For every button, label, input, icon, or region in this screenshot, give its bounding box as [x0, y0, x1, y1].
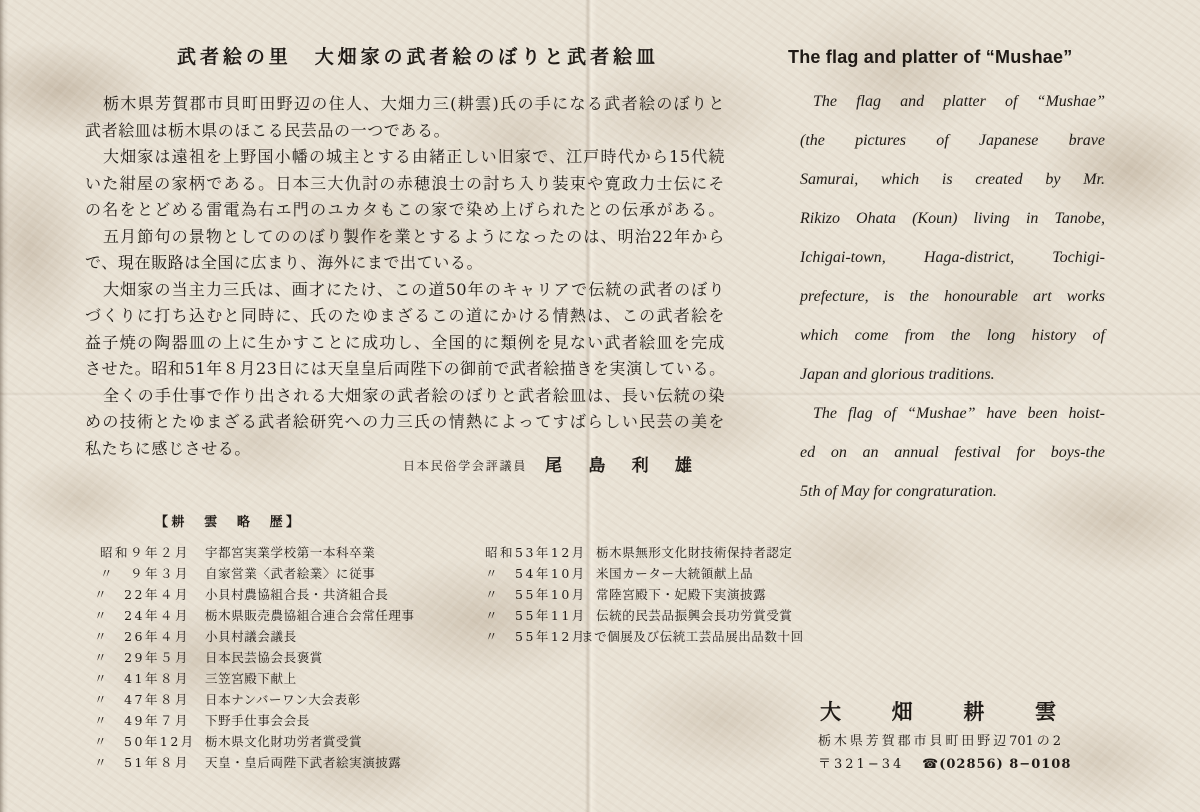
- text-line: めの技術とたゆまざる武者絵研究への力三氏の情熱によってすばらしい民芸の美を: [85, 412, 725, 431]
- japanese-paragraph: [85, 383, 725, 463]
- signature-name: 尾 島 利 雄: [545, 456, 692, 476]
- text-line: The flag and platter of “Mushae”: [813, 93, 1105, 110]
- career-row: [94, 584, 415, 605]
- career-event: 栃木県無形文化財技術保持者認定: [596, 545, 793, 560]
- contact-phone: [922, 756, 1071, 774]
- career-date: 〃 47年８月: [94, 692, 190, 707]
- career-date: 〃 22年４月: [94, 587, 190, 602]
- japanese-paragraph: [85, 91, 725, 144]
- career-row: [94, 731, 415, 752]
- career-date: 〃 55年11月: [485, 608, 587, 623]
- text-line: させた。昭和51年８月23日には天皇皇后両陛下の御前で武者絵描きを実演している。: [85, 359, 726, 378]
- japanese-paragraph: [85, 144, 725, 224]
- career-date: 〃 24年４月: [94, 608, 190, 623]
- career-event: 小貝村農協組合長・共済組合長: [205, 587, 389, 602]
- phone-icon: ☎: [922, 757, 940, 772]
- japanese-paragraph: [85, 277, 725, 383]
- text-line: の名をとどめる雷電為右エ門のユカタもこの家で染め上げられたとの伝承がある。: [85, 200, 725, 219]
- career-date: 〃 41年８月: [94, 671, 190, 686]
- career-event: 栃木県販売農協組合連合会常任理事: [205, 608, 415, 623]
- career-row: [94, 668, 415, 689]
- career-date: 〃 29年５月: [94, 650, 190, 665]
- career-event: 伝統的民芸品振興会長功労賞受賞: [596, 608, 793, 623]
- career-date: 〃 55年12月: [485, 629, 587, 644]
- text-line: 大畑家は遠祖を上野国小幡の城主とする由緒正しい旧家で、江戸時代から15代続: [103, 147, 725, 166]
- career-event: まで個展及び伝統工芸品展出品数十回: [581, 629, 804, 644]
- career-list-right: [485, 542, 804, 647]
- career-row: [94, 626, 415, 647]
- career-date: 〃 50年12月: [94, 734, 196, 749]
- career-heading: 【耕 雲 略 歴】: [155, 515, 299, 530]
- career-event: 栃木県文化財功労者賞受賞: [205, 734, 363, 749]
- english-body: [800, 82, 1105, 511]
- career-date: 〃 51年８月: [94, 755, 190, 770]
- text-line: いた紺屋の家柄である。日本三大仇討の赤穂浪士の討ち入り装束や寛政力士伝にそ: [85, 173, 725, 193]
- career-list-left: [94, 542, 415, 773]
- career-event: 下野手仕事会会長: [205, 713, 310, 728]
- english-paragraph: [800, 82, 1105, 394]
- career-row: [485, 563, 804, 584]
- career-row: [94, 752, 415, 773]
- text-line: 武者絵皿は栃木県のほこる民芸品の一つである。: [85, 120, 451, 140]
- text-line: Rikizo Ohata (Koun) living in Tanobe,: [800, 210, 1105, 227]
- text-line: 全くの手仕事で作り出される大畑家の武者絵のぼりと武者絵皿は、長い伝統の染: [103, 385, 725, 405]
- career-event: 小貝村議会議長: [205, 629, 297, 644]
- japanese-body: [85, 91, 725, 462]
- career-date: 昭和９年２月: [99, 545, 190, 560]
- text-line: 私たちに感じさせる。: [85, 438, 252, 458]
- text-line: づくりに打ち込むと同時に、氏のたゆまざるこの道にかける情熱は、この武者絵を: [85, 306, 725, 325]
- text-line: で、現在販路は全国に広まり、海外にまで出ている。: [85, 253, 484, 272]
- career-row: [94, 689, 415, 710]
- career-date: 〃 54年10月: [485, 566, 587, 581]
- text-line: (the pictures of Japanese brave: [800, 132, 1105, 149]
- signature-role: 日本民俗学会評議員: [403, 459, 528, 473]
- career-row: [94, 605, 415, 626]
- text-line: Ichigai-town, Haga-district, Tochigi-: [800, 249, 1105, 266]
- career-date: 〃 ９年３月: [99, 566, 190, 581]
- career-event: 日本民芸協会長褒賞: [205, 650, 323, 665]
- japanese-title: 武者絵の里 大畑家の武者絵のぼりと武者絵皿: [177, 46, 655, 68]
- career-date: 昭和53年12月: [485, 545, 587, 560]
- career-row: [94, 647, 415, 668]
- career-row: [485, 584, 804, 605]
- career-event: 日本ナンバーワン大会表彰: [205, 692, 361, 707]
- text-line: 栃木県芳賀郡市貝町田野辺の住人、大畑力三(耕雲)氏の手になる武者絵のぼりと: [103, 94, 725, 113]
- career-event: 宇都宮実業学校第一本科卒業: [205, 545, 376, 560]
- text-line: 5th of May for congraturation.: [800, 483, 997, 500]
- career-row: [485, 626, 804, 647]
- text-line: Japan and glorious traditions.: [800, 366, 995, 383]
- career-row: [485, 605, 804, 626]
- english-title: The flag and platter of “Mushae”: [788, 47, 1073, 67]
- career-event: 米国カーター大統領献上品: [596, 566, 754, 581]
- career-event: 自家営業〈武者絵業〉に従事: [205, 566, 376, 581]
- text-line: 五月節句の景物としてののぼり製作を業とするようになったのは、明治22年から: [103, 226, 725, 246]
- text-line: prefecture, is the honourable art works: [800, 288, 1105, 305]
- career-row: [94, 542, 415, 563]
- text-line: which come from the long history of: [800, 327, 1105, 344]
- contact-name: 大 畑 耕 雲: [820, 699, 1056, 724]
- career-event: 常陸宮殿下・妃殿下実演披露: [596, 587, 767, 602]
- english-paragraph: [800, 394, 1105, 511]
- text-line: 大畑家の当主力三氏は、画才にたけ、この道50年のキャリアで伝統の武者のぼり: [103, 279, 725, 299]
- text-line: The flag of “Mushae” have been hoist-: [813, 405, 1105, 422]
- text-line: 益子焼の陶器皿の上に生かすことに成功し、全国的に類例を見ない武者絵皿を完成: [85, 332, 725, 352]
- career-date: 〃 49年７月: [94, 713, 190, 728]
- contact-address: 栃木県芳賀郡市貝町田野辺701の2: [818, 734, 1061, 749]
- career-date: 〃 55年10月: [485, 587, 587, 602]
- career-event: 天皇・皇后両陛下武者絵実演披露: [205, 755, 402, 770]
- phone-number: (02856) 8−0108: [939, 757, 1072, 772]
- text-line: ed on an annual festival for boys-the: [800, 444, 1105, 461]
- japanese-paragraph: [85, 224, 725, 277]
- career-row: [94, 563, 415, 584]
- career-row: [485, 542, 804, 563]
- career-event: 三笠宮殿下献上: [205, 671, 297, 686]
- career-row: [94, 710, 415, 731]
- contact-postal-code: 〒321−34: [818, 757, 905, 772]
- career-date: 〃 26年４月: [94, 629, 190, 644]
- text-line: Samurai, which is created by Mr.: [800, 171, 1105, 188]
